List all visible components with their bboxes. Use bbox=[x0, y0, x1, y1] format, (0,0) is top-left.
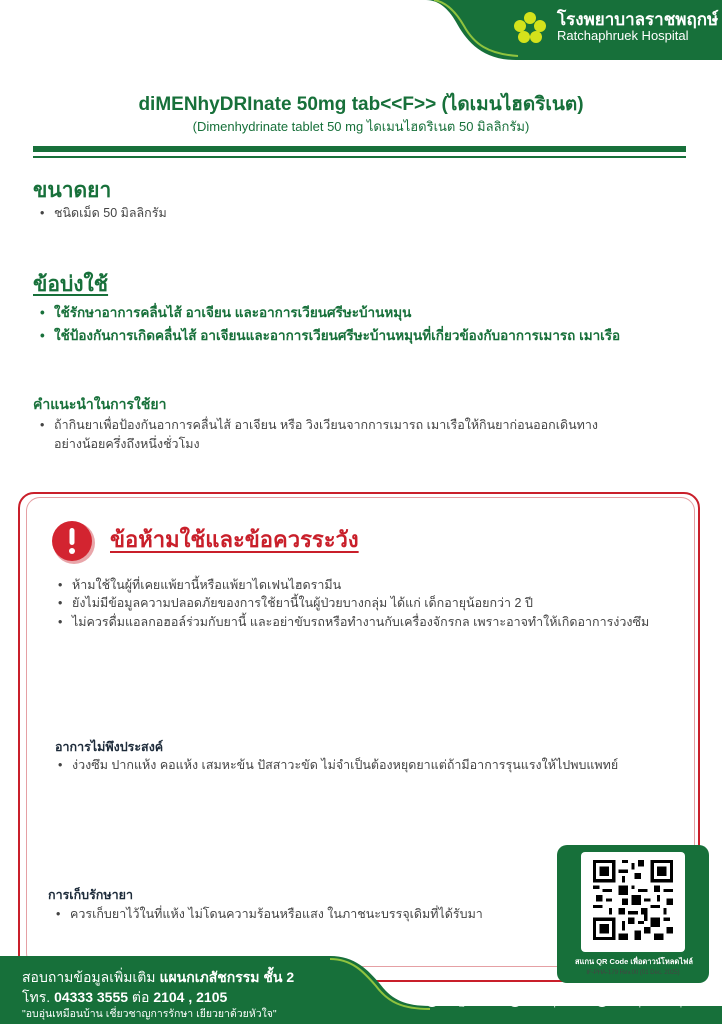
storage-heading: การเก็บรักษายา bbox=[48, 888, 133, 902]
hospital-name-thai: โรงพยาบาลราชพฤกษ์ bbox=[557, 10, 719, 29]
qr-caption: สแกน QR Code เพื่อดาวน์โหลดไฟล์ bbox=[575, 957, 693, 966]
dose-heading: ขนาดยา bbox=[33, 179, 112, 202]
indication-item: • ใช้ป้องกันการเกิดคลื่นไส้ อาเจียนและอาการเวียนศรีษะบ้านหมุนที่เกี่ยวข้องกับอาการเมารถ เมาเรือ bbox=[40, 328, 621, 343]
qr-code-icon[interactable] bbox=[593, 860, 673, 940]
title-divider bbox=[33, 146, 686, 152]
side-effects-heading: อาการไม่พึงประสงค์ bbox=[55, 740, 164, 754]
indication-item: • ใช้รักษาอาการคลื่นไส้ อาเจียน และอาการเวียนศรีษะบ้านหมุน bbox=[40, 305, 412, 320]
globe-icon bbox=[508, 993, 522, 1007]
storage-item: • ควรเก็บยาไว้ในที่แห้ง ไม่โดนความร้อนหรือแสง ในภาชนะบรรจุเดิมที่ได้รับมา bbox=[56, 907, 483, 921]
contact-line: สอบถามข้อมูลเพิ่มเติม แผนกเภสัชกรรม ชั้น 2 bbox=[22, 969, 295, 985]
document-code: IF-PHA-179 Rev.00 (01 Dec. 2025) bbox=[586, 970, 680, 976]
side-effects-item: • ง่วงซึม ปากแห้ง คอแห้ง เสมหะข้น ปัสสาวะขัด ไม่จำเป็นต้องหยุดยาแต่ถ้ามีอาการรุนแรงให้ไปพบแพทย์ bbox=[58, 758, 619, 772]
drug-subtitle: (Dimenhydrinate tablet 50 mg ไดเมนไฮดริเนต 50 มิลลิกรัม) bbox=[192, 119, 530, 134]
phone-line: โทร. 04333 3555 ต่อ 2104 , 2105 bbox=[22, 989, 228, 1005]
usage-heading: คำแนะนำในการใช้ยา bbox=[33, 396, 167, 412]
warning-item: • ยังไม่มีข้อมูลความปลอดภัยของการใช้ยานี้ในผู้ป่วยบางกลุ่ม ได้แก่ เด็กอายุน้อยกว่า 2 ปี bbox=[58, 596, 533, 610]
warning-item: • ห้ามใช้ในผู้ที่เคยแพ้ยานี้หรือแพ้ยาไดเฟนไฮดรามีน bbox=[58, 578, 342, 592]
usage-item-continued: อย่างน้อยครึ่งถึงหนึ่งชั่วโมง bbox=[54, 437, 200, 451]
exclamation-icon bbox=[48, 517, 96, 565]
hospital-slogan: "อบอุ่นเหมือนบ้าน เชี่ยวชาญการรักษา เยียวยาด้วยหัวใจ" bbox=[22, 1008, 277, 1020]
title-divider-thin bbox=[33, 156, 686, 158]
warning-item: • ไม่ควรดื่มแอลกอฮอล์ร่วมกับยานี้ และอย่าขับรถหรือทำงานกับเครื่องจักรกล เพราะอาจทำให้เกิดอาการง่วงซึม bbox=[58, 615, 650, 629]
drug-title: diMENhyDRInate 50mg tab<<F>> (ไดเมนไฮดริเนต) bbox=[138, 94, 584, 115]
usage-item: • ถ้ากินยาเพื่อป้องกันอาการคลื่นไส้ อาเจียน หรือ วิงเวียนจากการเมารถ เมาเรือให้กินยาก่อนออกเดินทาง bbox=[40, 418, 599, 432]
hospital-name-english: Ratchaphruek Hospital bbox=[557, 28, 689, 43]
warning-heading: ข้อห้ามใช้และข้อควรระวัง bbox=[110, 527, 359, 552]
dose-item: • ชนิดเม็ด 50 มิลลิกรัม bbox=[40, 206, 167, 220]
hospital-logo-icon bbox=[511, 10, 549, 44]
facebook-icon bbox=[595, 993, 609, 1007]
indication-heading: ข้อบ่งใช้ bbox=[33, 273, 109, 296]
line-icon bbox=[425, 993, 439, 1007]
